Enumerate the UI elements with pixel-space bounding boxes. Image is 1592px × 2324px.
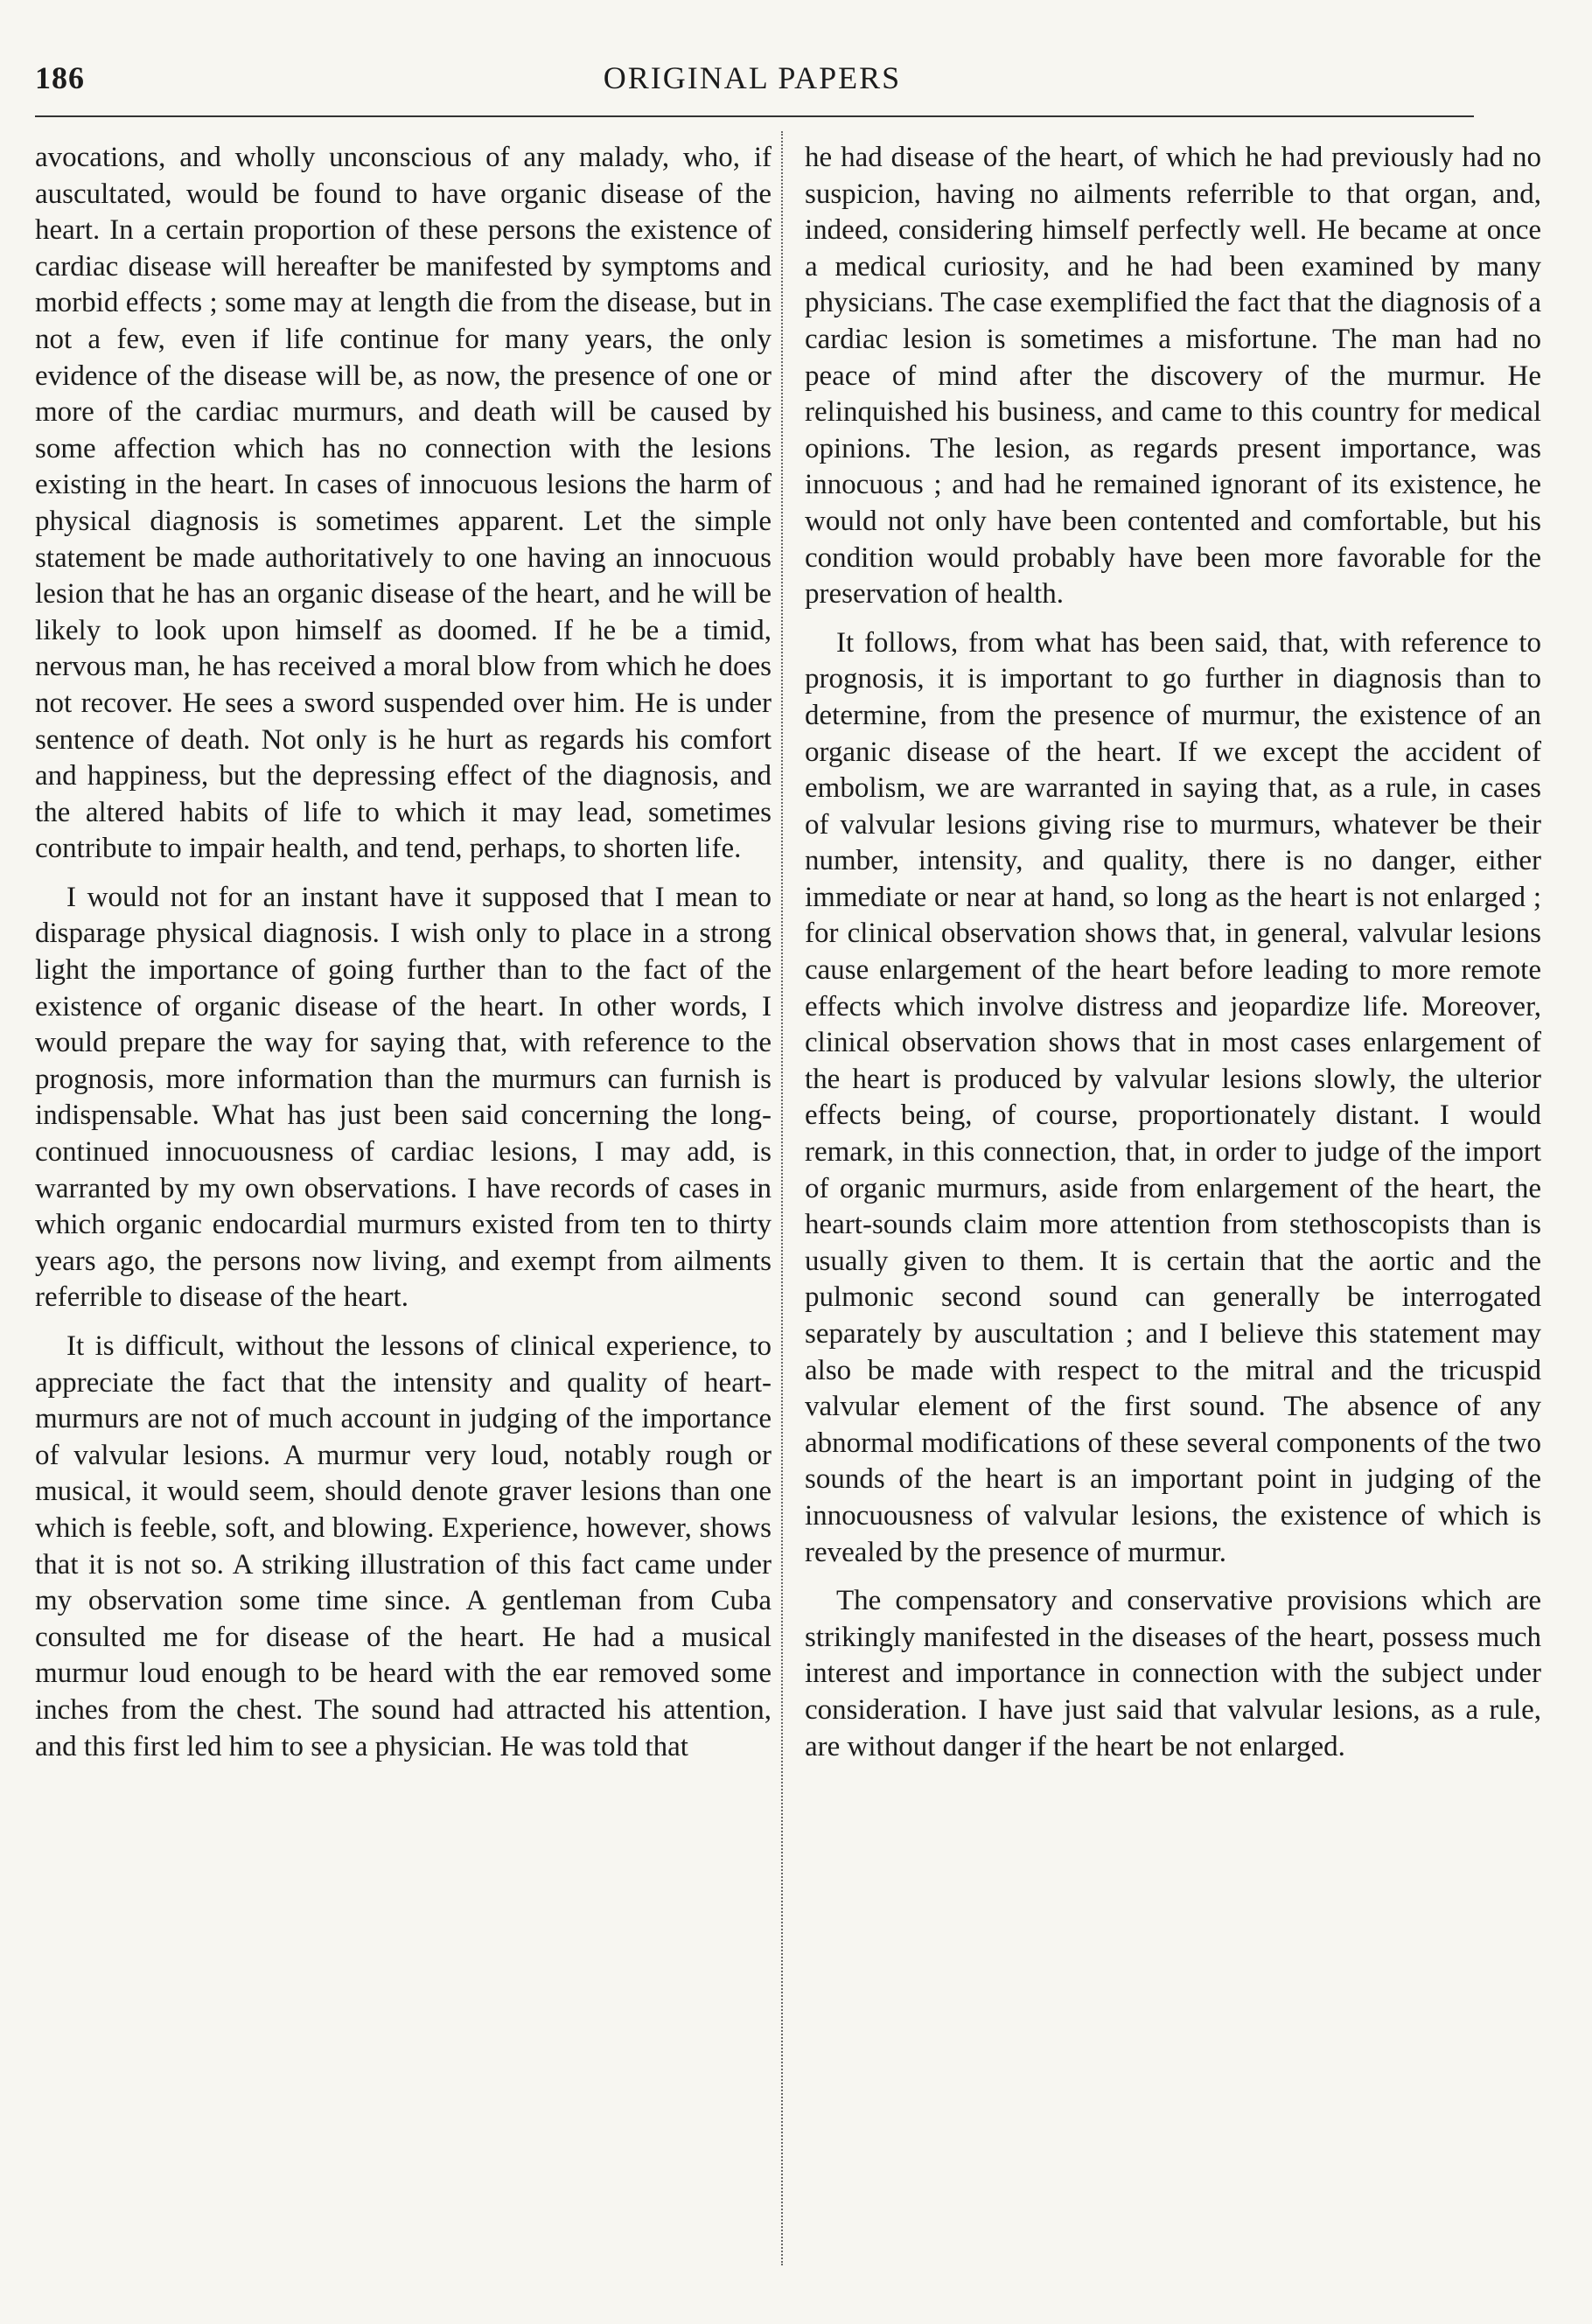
right-paragraph-3: The compensatory and conservative provisions which are strikingly manifested in the diseases of the heart, possess much interest and importance in connection with the subject under consideration. I have just said that valvular lesions, as a rule, are without danger if the heart be not enlarged. (805, 1585, 1541, 1762)
left-paragraph-1: avocations, and wholly unconscious of any malady, who, if auscultated, would be found to have organic disease of the heart. In a certain proportion of these persons the existence of cardiac disease will hereafter be manifested by symptoms and morbid effects ; some may at length die from the disease, but in not a few, even if life continue for many years, the only evidence of the disease will be, as now, the presence of one or more of the cardiac murmurs, and death will be caused by some affection which has no connection with the lesions existing in the heart. In cases of innocuous lesions the harm of physical diagnosis is sometimes apparent. Let the simple statement be made authoritatively to one having an innocuous lesion that he has an organic disease of the heart, and he will be likely to look upon himself as doomed. If he be a timid, nervous man, he has received a moral blow from which he does not recover. He sees a sword suspended over him. He is under sentence of death. Not only is he hurt as regards his comfort and happiness, but the depressing effect of the diagnosis, and the altered habits of life to which it may lead, sometimes contribute to impair health, and tend, perhaps, to shorten life. (35, 142, 772, 865)
page-header (35, 59, 1470, 115)
right-column (805, 140, 1541, 1765)
header-rule (35, 115, 1474, 117)
left-paragraph-2: I would not for an instant have it supposed that I mean to disparage physical diagnosis. I wish only to place in a strong light the importance of going further than to the fact of the existence of organic disease of the heart. In other words, I would prepare the way for saying that, with reference to the prognosis, more information than the murmurs can furnish is indispensable. What has just been said concerning the long-continued innocuousness of cardiac lesions, I may add, is warranted by my own observations. I have records of cases in which organic endocardial murmurs existed from ten to thirty years ago, the persons now living, and exempt from ailments referrible to disease of the heart. (35, 881, 772, 1314)
page-number: 186 (35, 60, 85, 95)
right-paragraph-1: he had disease of the heart, of which he had previously had no suspicion, having no ailments referrible to that organ, and, indeed, considering himself perfectly well. He became at once a medical curiosity, and he had been examined by many physicians. The case exemplified the fact that the diagnosis of a cardiac lesion is sometimes a misfortune. The man had no peace of mind after the discovery of the murmur. He relinquished his business, and came to this country for medical opinions. The lesion, as regards present importance, was innocuous ; and had he remained ignorant of its existence, he would not only have been contented and comfortable, but his condition would probably have been more favorable for the preservation of health. (805, 142, 1541, 611)
right-paragraph-2: It follows, from what has been said, that, with reference to prognosis, it is important to go further in diagnosis than to determine, from the presence of murmur, the existence of an organic disease of the heart. If we except the accident of embolism, we are warranted in saying that, as a rule, in cases of valvular lesions giving rise to murmurs, whatever be their number, intensity, and quality, there is no danger, either immediate or near at hand, so long as the heart is not enlarged ; for clinical observation shows that, in general, valvular lesions cause enlargement of the heart before leading to more remote effects which involve distress and jeopardize life. Moreover, clinical observation shows that in most cases enlargement of the heart is produced by valvular lesions slowly, the ulterior effects being, of course, proportionately distant. I would remark, in this connection, that, in order to judge of the import of organic murmurs, aside from enlargement of the heart, the heart-sounds claim more attention from stethoscopists than is usually given to them. It is certain that the aortic and the pulmonic second sound can generally be interrogated separately by auscultation ; and I believe this statement may also be made with respect to the mitral and the tricuspid valvular element of the first sound. The absence of any abnormal modifications of these several components of the two sounds of the heart is an important point in judging of the innocuousness of valvular lesions, the existence of which is revealed by the presence of murmur. (805, 626, 1541, 1568)
column-divider (781, 131, 783, 2265)
running-head: ORIGINAL PAPERS (603, 60, 902, 95)
left-column (35, 140, 772, 1765)
left-paragraph-3: It is difficult, without the lessons of clinical experience, to appreciate the fact that the intensity and quality of heart-murmurs are not of much account in judging of the importance of valvular lesions. A murmur very loud, notably rough or musical, it would seem, should denote graver lesions than one which is feeble, soft, and blowing. Experience, however, shows that it is not so. A striking illustration of this fact came under my observation some time since. A gentleman from Cuba consulted me for disease of the heart. He had a musical murmur loud enough to be heard with the ear removed some inches from the chest. The sound had attracted his attention, and this first led him to see a physician. He was told that (35, 1330, 772, 1762)
